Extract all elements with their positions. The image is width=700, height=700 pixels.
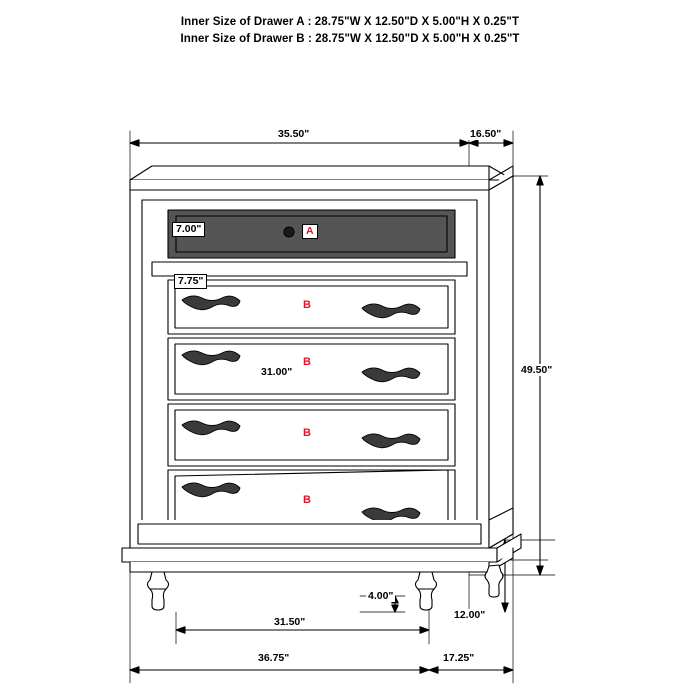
dim-drawer-a-height: 7.00"	[172, 222, 205, 237]
drawer-label-b-3: B	[303, 427, 311, 439]
dim-top-width: 35.50"	[278, 128, 310, 140]
header-note-line-2: Inner Size of Drawer B : 28.75"W X 12.50"D X 5.00"H X 0.25"T	[180, 33, 520, 45]
dim-leg-height: 4.00"	[368, 590, 394, 602]
dim-drawer-inner-width: 31.00"	[261, 366, 293, 378]
drawer-label-b-2: B	[303, 356, 311, 368]
header-note-line-1: Inner Size of Drawer A : 28.75"W X 12.50"D X 5.00"H X 0.25"T	[180, 16, 520, 28]
dim-base-depth: 12.00"	[454, 609, 486, 621]
dim-overall-height: 49.50"	[521, 364, 553, 376]
dim-side-depth: 17.25"	[443, 652, 475, 664]
drawer-label-b-4: B	[303, 494, 311, 506]
dim-top-depth: 16.50"	[470, 128, 502, 140]
dim-total-width: 36.75"	[258, 652, 290, 664]
dim-drawer-b-height: 7.75"	[174, 274, 207, 289]
drawer-label-b-1: B	[303, 299, 311, 311]
dim-base-width: 31.50"	[274, 616, 306, 628]
drawer-label-a: A	[302, 224, 318, 239]
